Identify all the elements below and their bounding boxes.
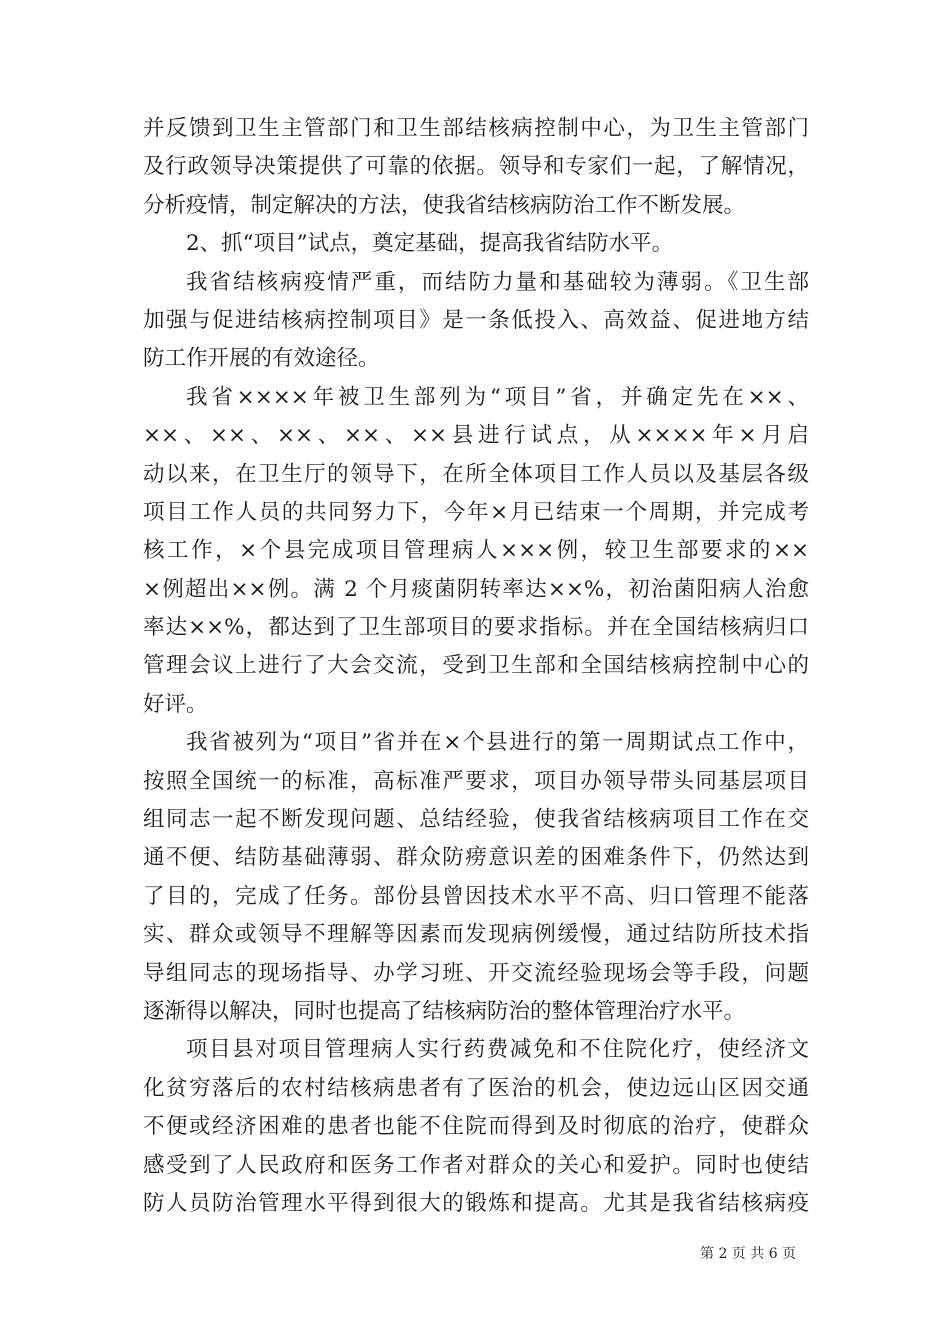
text-line: 加强与促进结核病控制项目》是一条低投入、高效益、促进地方结 (143, 307, 809, 333)
text-line: ××、××、××、××、××县进行试点，从××××年×月启 (143, 423, 809, 449)
text-line: 好评。 (143, 691, 208, 717)
text-line: 了目的，完成了任务。部份县曾因技术水平不高、归口管理不能落 (143, 883, 809, 909)
text-line: 分析疫情，制定解决的方法，使我省结核病防治工作不断发展。 (143, 192, 746, 218)
text-line: 及行政领导决策提供了可靠的依据。领导和专家们一起，了解情况， (143, 154, 809, 180)
text-line: 我省结核病疫情严重，而结防力量和基础较为薄弱。《卫生部 (186, 269, 809, 295)
text-line: 项目工作人员的共同努力下，今年×月已结束一个周期，并完成考 (143, 499, 809, 525)
text-line: 核工作，×个县完成项目管理病人×××例，较卫生部要求的×× (143, 538, 809, 564)
text-line: 化贫穷落后的农村结核病患者有了医治的机会，使边远山区因交通 (143, 1075, 809, 1101)
text-line: 导组同志的现场指导、办学习班、开交流经验现场会等手段，问题 (143, 960, 809, 986)
text-line: 感受到了人民政府和医务工作者对群众的关心和爱护。同时也使结 (143, 1152, 809, 1178)
document-body (143, 110, 809, 1223)
text-line: 动以来，在卫生厅的领导下，在所全体项目工作人员以及基层各级 (143, 461, 809, 487)
text-line: ×例超出××例。满 2 个月痰菌阴转率达××%，初治菌阳病人治愈 (143, 576, 809, 602)
text-line: 不便或经济困难的患者也能不住院而得到及时彻底的治疗，使群众 (143, 1114, 809, 1140)
page-number-footer: 第 2 页 共 6 页 (700, 1246, 797, 1262)
text-line: 我省××××年被卫生部列为“项目”省，并确定先在××、 (186, 384, 809, 410)
text-line: 防人员防治管理水平得到很大的锻炼和提高。尤其是我省结核病疫 (143, 1190, 809, 1216)
text-line: 并反馈到卫生主管部门和卫生部结核病控制中心，为卫生主管部门 (143, 116, 809, 141)
section-heading: 2、抓“项目”试点，奠定基础，提高我省结防水平。 (186, 231, 674, 257)
text-line: 项目县对项目管理病人实行药费减免和不住院化疗，使经济文 (186, 1037, 809, 1063)
text-line: 组同志一起不断发现问题、总结经验，使我省结核病项目工作在交 (143, 807, 809, 833)
text-line: 防工作开展的有效途径。 (143, 346, 380, 372)
text-line: 实、群众或领导不理解等因素而发现病例缓慢，通过结防所技术指 (143, 922, 809, 948)
text-line: 逐渐得以解决，同时也提高了结核病防治的整体管理治疗水平。 (143, 998, 746, 1024)
text-line: 通不便、结防基础薄弱、群众防痨意识差的困难条件下，仍然达到 (143, 845, 809, 871)
text-line: 率达××%，都达到了卫生部项目的要求指标。并在全国结核病归口 (143, 615, 809, 641)
text-line: 管理会议上进行了大会交流，受到卫生部和全国结核病控制中心的 (143, 653, 809, 679)
text-line: 按照全国统一的标准，高标准严要求，项目办领导带头同基层项目 (143, 768, 809, 794)
text-line: 我省被列为“项目”省并在×个县进行的第一周期试点工作中， (186, 730, 809, 756)
